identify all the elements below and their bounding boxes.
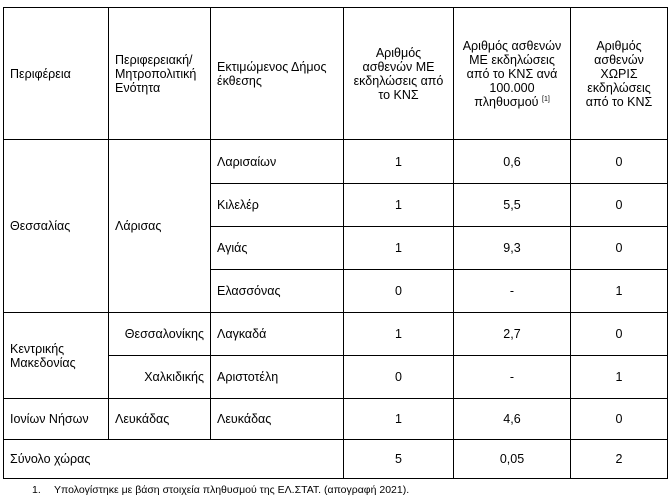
header-municipality: Εκτιμώμενος Δήμος έκθεσης	[211, 8, 344, 140]
municipality-cell: Ελασσόνας	[211, 270, 344, 313]
without-symptoms-cell: 0	[571, 184, 668, 227]
table-row	[4, 313, 668, 356]
cases-table	[3, 7, 668, 479]
with-symptoms-cell: 1	[344, 184, 454, 227]
without-symptoms-cell: 0	[571, 140, 668, 184]
without-symptoms-cell: 1	[571, 356, 668, 399]
unit-cell: Θεσσαλονίκης	[109, 313, 211, 356]
rate-cell: 0,6	[454, 140, 571, 184]
unit-cell: Λάρισας	[109, 140, 211, 313]
total-label: Σύνολο χώρας	[4, 440, 344, 479]
region-cell: Ιονίων Νήσων	[4, 399, 109, 440]
total-with-symptoms: 5	[344, 440, 454, 479]
rate-cell: -	[454, 270, 571, 313]
with-symptoms-cell: 0	[344, 356, 454, 399]
with-symptoms-cell: 1	[344, 313, 454, 356]
municipality-cell: Κιλελέρ	[211, 184, 344, 227]
unit-cell: Χαλκιδικής	[109, 356, 211, 399]
without-symptoms-cell: 0	[571, 399, 668, 440]
without-symptoms-cell: 1	[571, 270, 668, 313]
footnote-text: Υπολογίστηκε με βάση στοιχεία πληθυσμού της ΕΛ.ΣΤΑΤ. (απογραφή 2021).	[54, 484, 410, 496]
total-rate: 0,05	[454, 440, 571, 479]
with-symptoms-cell: 0	[344, 270, 454, 313]
region-cell: Θεσσαλίας	[4, 140, 109, 313]
table-row	[4, 399, 668, 440]
municipality-cell: Αριστοτέλη	[211, 356, 344, 399]
rate-cell: -	[454, 356, 571, 399]
total-without-symptoms: 2	[571, 440, 668, 479]
municipality-cell: Λευκάδας	[211, 399, 344, 440]
header-region: Περιφέρεια	[4, 8, 109, 140]
header-per-100k-text: Αριθμός ασθενών ΜΕ εκδηλώσεις από το ΚΝΣ ανά 100.000 πληθυσμού	[462, 38, 562, 109]
header-with-symptoms: Αριθμός ασθενών ΜΕ εκδηλώσεις από το ΚΝΣ	[344, 8, 454, 140]
municipality-cell: Αγιάς	[211, 227, 344, 270]
without-symptoms-cell: 0	[571, 313, 668, 356]
footnote-ref: [1]	[542, 95, 550, 103]
rate-cell: 5,5	[454, 184, 571, 227]
with-symptoms-cell: 1	[344, 140, 454, 184]
header-row	[4, 8, 668, 140]
rate-cell: 2,7	[454, 313, 571, 356]
with-symptoms-cell: 1	[344, 227, 454, 270]
municipality-cell: Λαγκαδά	[211, 313, 344, 356]
without-symptoms-cell: 0	[571, 227, 668, 270]
footnote	[32, 484, 409, 496]
unit-cell: Λευκάδας	[109, 399, 211, 440]
municipality-cell: Λαρισαίων	[211, 140, 344, 184]
header-without-symptoms: Αριθμός ασθενών ΧΩΡΙΣ εκδηλώσεις από το ΚΝΣ	[571, 8, 668, 140]
table-row	[4, 140, 668, 184]
rate-cell: 9,3	[454, 227, 571, 270]
total-row	[4, 440, 668, 479]
with-symptoms-cell: 1	[344, 399, 454, 440]
header-unit: Περιφερειακή/ Μητροπολιτική Ενότητα	[109, 8, 211, 140]
rate-cell: 4,6	[454, 399, 571, 440]
region-cell: Κεντρικής Μακεδονίας	[4, 313, 109, 399]
footnote-number: 1.	[32, 484, 41, 496]
header-per-100k	[454, 8, 571, 140]
